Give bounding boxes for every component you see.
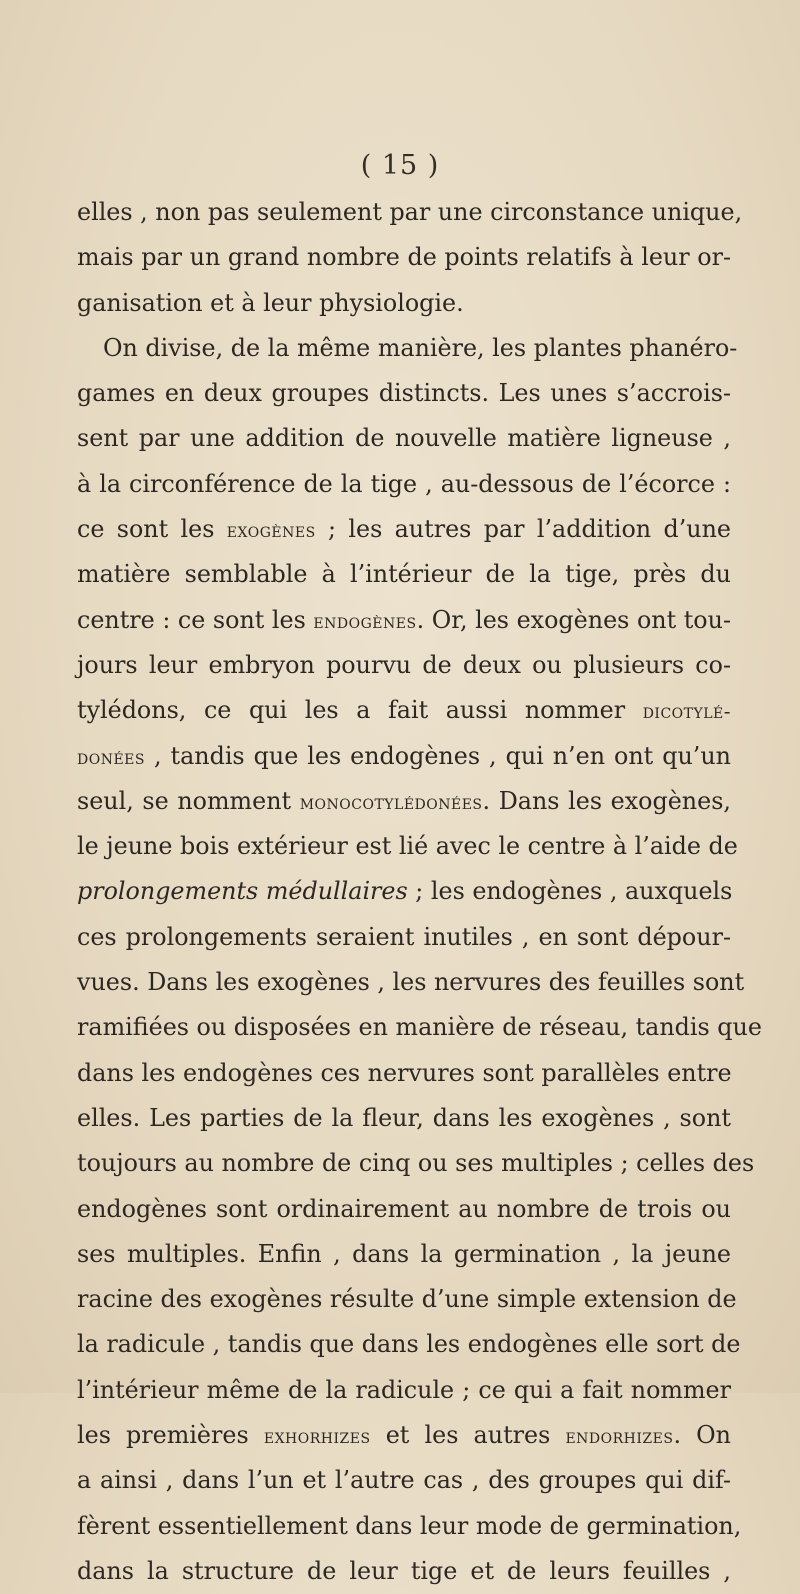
text-line: dans les endogènes ces nervures sont parallèles entre [77,1058,732,1087]
text-line: centre : ce sont les endogènes. Or, les exogènes ont tou- [77,605,732,634]
text-line: racine des exogènes résulte d’une simple extension de [77,1285,737,1314]
term-exogenes: exogènes [226,518,316,543]
text-line: endogènes sont ordinairement au nombre de trois ou [77,1194,731,1223]
text-line: à la circonférence de la tige , au-dessous de l’écorce : [77,469,731,498]
text-line: games en deux groupes distincts. Les unes s’accrois- [77,379,731,408]
text-line: donées , tandis que les endogènes , qui n’en ont qu’un [77,741,731,770]
term-prolongements: prolongements médullaires [77,877,408,906]
text-line: ses multiples. Enfin , dans la germination , la jeune [77,1239,731,1268]
text-line: prolongements médullaires ; les endogènes , auxquels [77,877,733,906]
text-line: mais par un grand nombre de points relatifs à leur or- [77,243,731,272]
text-line: le jeune bois extérieur est lié avec le centre à l’aide de [77,832,738,861]
text-line: fèrent essentiellement dans leur mode de germination, [77,1511,742,1540]
text-line: ganisation et à leur physiologie. [77,288,464,317]
body-text [77,190,762,1594]
text-line: la radicule , tandis que dans les endogènes elle sort de [77,1330,741,1359]
text-line: elles , non pas seulement par une circonstance unique, [77,198,743,226]
text-line: matière semblable à l’intérieur de la tige, près du [77,560,731,589]
page-number: ( 15 ) [360,150,440,181]
text-line: l’intérieur même de la radicule ; ce qui a fait nommer [77,1375,731,1404]
term-exhorhizes: exhorhizes [263,1424,371,1449]
text-line: seul, se nomment monocotylédonées. Dans les exogènes, [77,786,731,815]
text-line: On divise, de la même manière, les plantes phanéro- [103,333,738,362]
text-line: a ainsi , dans l’un et l’autre cas , des groupes qui dif- [77,1466,731,1495]
term-dicotyledonees: dicotylé- [642,699,731,724]
text-line: ce sont les exogènes ; les autres par l’addition d’une [77,515,731,544]
text-line: vues. Dans les exogènes , les nervures des feuilles sont [77,968,745,997]
text-line: tylédons, ce qui les a fait aussi nommer dicotylé- [77,696,731,725]
text-line: toujours au nombre de cinq ou ses multiples ; celles des [77,1149,755,1178]
text-line: dans la structure de leur tige et de leurs feuilles , [77,1556,731,1585]
text-line: les premières exhorhizes et les autres endorhizes. On [77,1421,732,1450]
text-line: elles. Les parties de la fleur, dans les exogènes , sont [77,1103,731,1132]
term-endorhizes: endorhizes [565,1424,674,1449]
term-monocotyledonees: monocotylédonées [299,789,483,814]
text-line: ramifiées ou disposées en manière de réseau, tandis que [77,1013,762,1042]
text-line: sent par une addition de nouvelle matière ligneuse , [77,424,731,453]
text-line: jours leur embryon pourvu de deux ou plusieurs co- [77,650,731,679]
text-line: ces prolongements seraient inutiles , en sont dépour- [77,922,731,951]
term-endogenes: endogènes [313,608,417,633]
term-dicotyledonees-end: donées [77,744,145,769]
